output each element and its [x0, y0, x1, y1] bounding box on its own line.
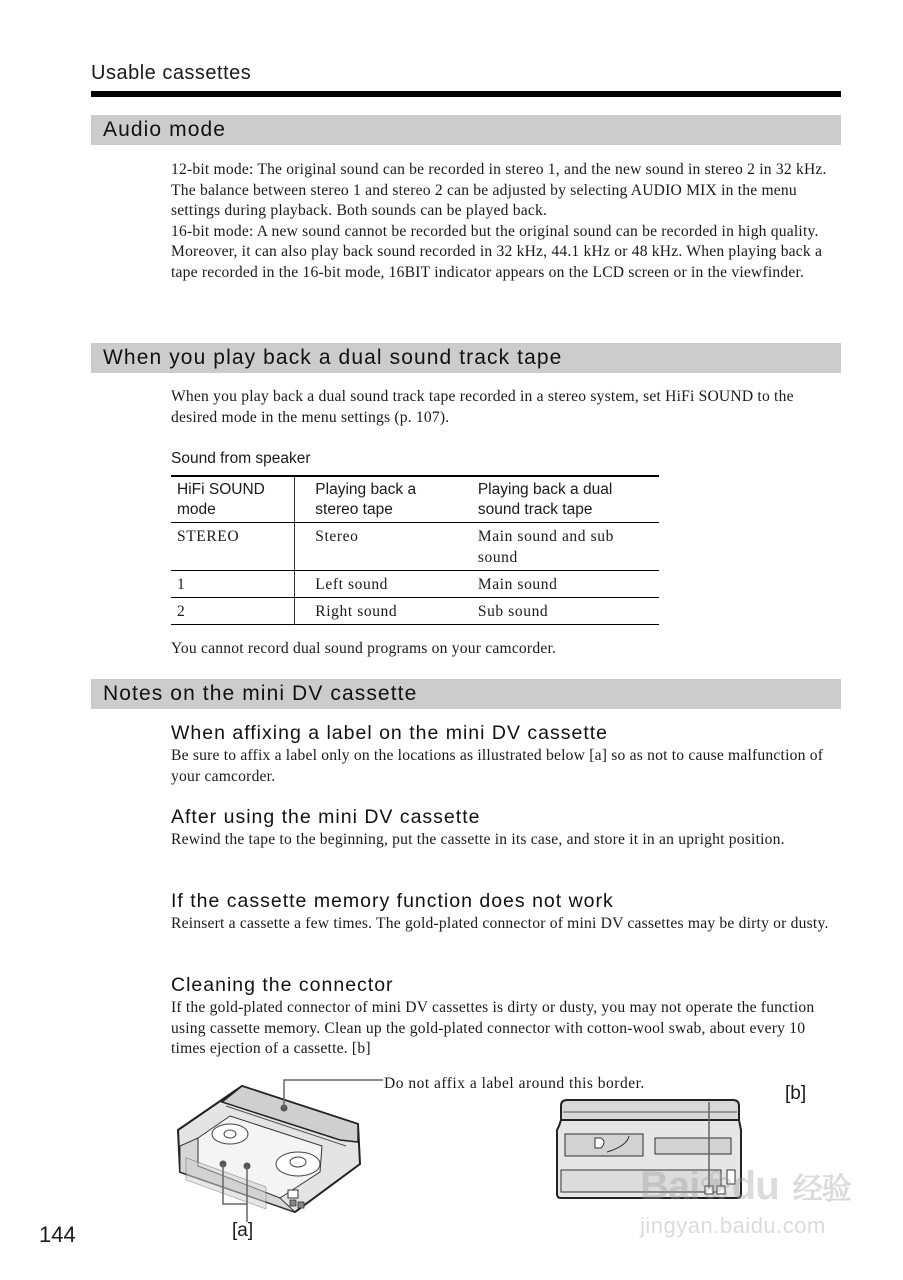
label-a: [a]: [232, 1220, 254, 1241]
section-bar-dual-sound: [91, 343, 841, 373]
reel-right: [276, 1152, 320, 1176]
page-number: 144: [39, 1222, 76, 1247]
note-text-cleaning: [171, 998, 843, 1060]
note-text-memory: [171, 914, 843, 935]
watermark-cn: 经验: [792, 1173, 851, 1206]
watermark-brand: Bai: [640, 1164, 700, 1208]
note-paragraph: Rewind the tape to the beginning, put the cassette in its case, and store it in an upright position.: [171, 831, 785, 848]
table-row: [171, 523, 659, 571]
note-paragraph: Reinsert a cassette a few times. The gold-plated connector of mini DV cassettes may be dirty or dusty.: [171, 915, 829, 932]
table-row: [171, 571, 659, 598]
note-text-after-use: [171, 830, 843, 851]
connector: [288, 1190, 298, 1198]
column-header: Playing back a dual sound track tape: [477, 481, 613, 518]
section-bar-audio-mode: [91, 115, 841, 145]
table-cell: Main sound: [477, 576, 558, 593]
table-cell: 2: [171, 598, 295, 625]
watermark-paw-icon: ❀: [699, 1164, 732, 1208]
table-cell: Stereo: [315, 528, 359, 545]
paragraph-16bit: 16-bit mode: A new sound cannot be recorded but the original sound can be recorded in high quality. Moreover, it can also play back sound recorded in 32 kHz, 44.1 kHz or 48 kHz. When playing back a tape recorded in the 16-bit mode, 16BIT indicator appears on the LCD screen or in the viewfinder.: [171, 222, 823, 281]
table-cell: 1: [171, 571, 295, 598]
section-title: Audio mode: [103, 118, 227, 141]
table-cell: STEREO: [171, 523, 295, 571]
header-rule: [91, 91, 841, 97]
note-heading-cleaning: Cleaning the connector: [171, 974, 394, 996]
note-paragraph: You cannot record dual sound programs on your camcorder.: [171, 640, 557, 657]
paragraph-12bit: 12-bit mode: The original sound can be recorded in stereo 1, and the new sound in stereo 2 in 32 kHz. The balance between stereo 1 and stereo 2 can be adjusted by selecting AUDIO MIX in the menu settings during playback. Both sounds can be played back.: [171, 161, 827, 220]
audio-mode-body: [171, 160, 843, 284]
note-paragraph: If the gold-plated connector of mini DV cassettes is dirty or dusty, you may not operate the function using cassette memory. Clean up the gold-plated connector with cotton-wool swab, about every 10 times ejection of a cassette. [b]: [171, 999, 815, 1058]
intro-paragraph: When you play back a dual sound track tape recorded in a stereo system, set HiFi SOUND to the desired mode in the menu settings (p. 107).: [171, 388, 794, 426]
column-header: Playing back a stereo tape: [315, 481, 417, 518]
section-bar-notes: [91, 679, 841, 709]
border-callout: Do not affix a label around this border.: [384, 1075, 645, 1092]
cassette-top-illustration: [170, 1072, 385, 1222]
table-cell: Left sound: [315, 576, 389, 593]
note-text-label: [171, 746, 843, 787]
dual-sound-note: [171, 639, 843, 660]
table-header-row: [171, 476, 659, 523]
label-b: [b]: [785, 1083, 807, 1104]
table-cell: Main sound and sub sound: [477, 528, 614, 566]
table-cell: Right sound: [315, 603, 398, 620]
sound-from-speaker-table: [171, 475, 659, 625]
cassette-window: [565, 1134, 643, 1156]
dual-sound-intro: [171, 387, 843, 428]
table-row: [171, 598, 659, 625]
column-header: HiFi SOUND mode: [171, 476, 295, 523]
reel-left: [212, 1124, 248, 1144]
note-heading-label: When affixing a label on the mini DV cassette: [171, 722, 609, 744]
page-header: Usable cassettes: [91, 62, 252, 84]
baidu-watermark: [640, 1165, 851, 1239]
watermark-brand-2: du: [731, 1164, 779, 1208]
note-heading-memory: If the cassette memory function does not work: [171, 890, 614, 912]
cassette-top-ridge: [561, 1100, 739, 1120]
section-title: Notes on the mini DV cassette: [103, 682, 418, 705]
note-heading-after-use: After using the mini DV cassette: [171, 806, 481, 828]
watermark-url: jingyan.baidu.com: [640, 1213, 826, 1238]
table-cell: Sub sound: [477, 603, 549, 620]
note-paragraph: Be sure to affix a label only on the locations as illustrated below [a] so as not to cause malfunction of your camcorder.: [171, 747, 824, 785]
table-title: Sound from speaker: [171, 450, 311, 467]
section-title: When you play back a dual sound track tape: [103, 346, 563, 369]
